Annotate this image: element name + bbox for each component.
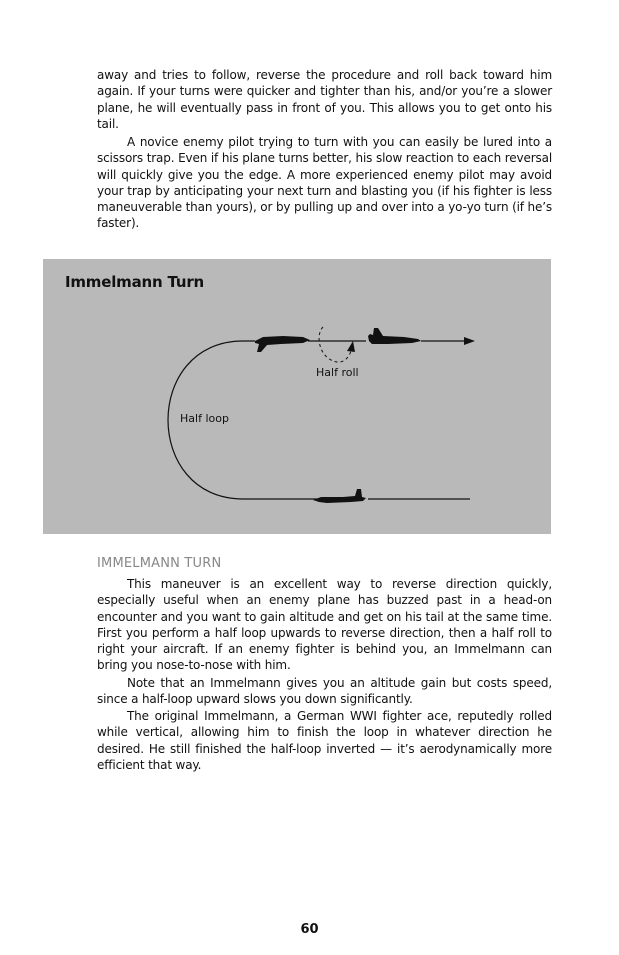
half-roll-label: Half roll xyxy=(316,366,359,379)
half-roll-arrowhead xyxy=(347,341,355,352)
figure-title: Immelmann Turn xyxy=(65,273,205,291)
exit-arrowhead xyxy=(464,337,475,345)
half-roll-arc xyxy=(319,327,351,362)
immelmann-figure xyxy=(43,259,551,534)
upright-jet-icon xyxy=(368,328,421,344)
body-paragraph: away and tries to follow, reverse the procedure and roll back toward him again. If your turns were quicker and tighter than his, and/or you’re a slower plane, he will eventually pass in front of you. This allows you to get onto his tail. xyxy=(97,68,552,131)
half-loop-label: Half loop xyxy=(180,412,229,425)
body-paragraph: Note that an Immelmann gives you an altitude gain but costs speed, since a half-loop upward slows you down significantly. xyxy=(97,676,552,707)
inverted-jet-icon xyxy=(255,336,310,352)
page-number: 60 xyxy=(300,922,319,937)
body-paragraph: A novice enemy pilot trying to turn with you can easily be lured into a scissors trap. Even if his plane turns better, his slow reaction to each reversal will quickly give you the edge. A more experienced enemy pilot may avoid your trap by anticipating your next turn and blasting you (if his fighter is less maneuverable than yours), or by pulling up and over into a yo-yo turn (if he’s faster). xyxy=(97,135,552,231)
immelmann-diagram xyxy=(43,259,551,534)
section-heading: IMMELMANN TURN xyxy=(97,556,222,571)
body-paragraph: This maneuver is an excellent way to reverse direction quickly, especially useful when an enemy plane has buzzed past in a head-on encounter and you want to gain altitude and get on his tail at the same time. First you perform a half loop upwards to reverse direction, then a half roll to right your aircraft. If an enemy fighter is behind you, an Immelmann can bring you nose-to-nose with him. xyxy=(97,577,552,673)
bottom-jet-icon xyxy=(313,489,366,503)
body-paragraph: The original Immelmann, a German WWI fighter ace, reputedly rolled while vertical, allowing him to finish the loop in whatever direction he desired. He still finished the half-loop inverted — it’s aerodynamically more efficient that way. xyxy=(97,709,552,772)
